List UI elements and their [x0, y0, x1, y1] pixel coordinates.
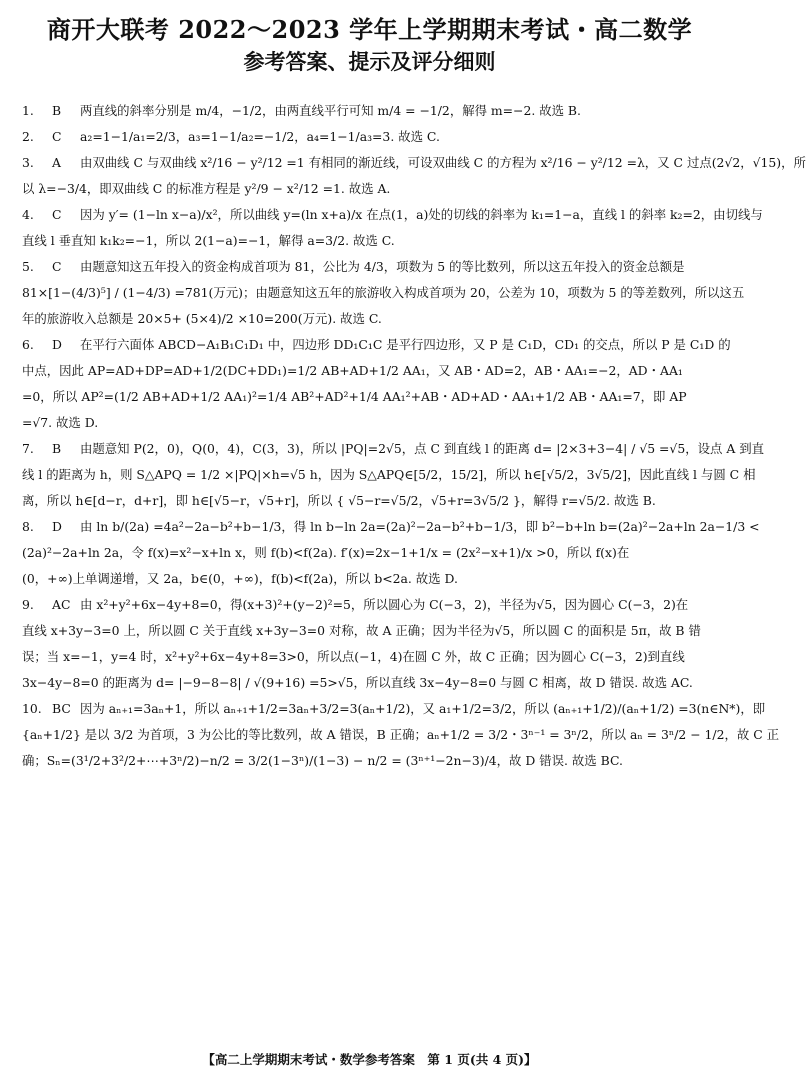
problem-text: 由题意知 P(2，0)，Q(0，4)，C(3，3)，所以 |PQ|=2√5，点 C 到直线 l 的距离 d= |2×3+3−4| / √5 =√5，设点 A 到直 — [80, 441, 764, 456]
problem-line — [22, 592, 722, 618]
problem-line — [22, 514, 760, 540]
problem-line — [22, 280, 745, 306]
problem-line — [22, 566, 722, 592]
problem-line — [22, 644, 722, 670]
problem-number: 3. — [22, 155, 34, 170]
problem-answer: C — [52, 129, 62, 144]
problem-text: 81×[1−(4/3)⁵] / (1−4/3) =781(万元)；由题意知这五年的旅游收入构成首项为 20，公差为 10，项数为 5 的等差数列，所以这五 — [22, 285, 745, 300]
page-subtitle: 参考答案、提示及评分细则 — [243, 49, 496, 74]
problem-text: 线 l 的距离为 h，则 S△APQ = 1/2 ×|PQ|×h=√5 h，因为 S△APQ∈[5/2，15/2]，所以 h∈[√5/2，3√5/2]，因此直线 l 与圆 C 相 — [22, 467, 756, 482]
problem-text: 由双曲线 C 与双曲线 x²/16 − y²/12 =1 有相同的渐近线，可设双曲线 C 的方程为 x²/16 − y²/12 =λ，又 C 过点(2√2，√15)，所 — [80, 155, 806, 170]
problem-line — [22, 748, 722, 774]
problem-line — [22, 488, 722, 514]
problem-item — [22, 98, 722, 124]
problem-text: 因为 aₙ₊₁=3aₙ+1，所以 aₙ₊₁+1/2=3aₙ+3/2=3(aₙ+1/2)，又 a₁+1/2=3/2，所以 (aₙ₊₁+1/2)/(aₙ+1/2) =3(n∈N*)，即 — [80, 701, 766, 716]
problem-answer: D — [52, 519, 62, 534]
problem-line — [22, 384, 722, 410]
problem-text: 误；当 x=−1，y=4 时，x²+y²+6x−4y+8=3>0，所以点(−1，4)在圆 C 外，故 C 正确；因为圆心 C(−3，2)到直线 — [22, 649, 685, 664]
problem-answer: A — [52, 155, 61, 170]
problem-line — [22, 150, 806, 176]
problem-text: =√7. 故选 D. — [22, 415, 99, 430]
problem-text: 确；Sₙ=(3¹/2+3²/2+⋯+3ⁿ/2)−n/2 = 3/2(1−3ⁿ)/(1−3) − n/2 = (3ⁿ⁺¹−2n−3)/4，故 D 错误. 故选 BC. — [22, 753, 623, 768]
problem-text: (0，+∞)上单调递增，又 2a，b∈(0，+∞)，f(b)<f(2a)，所以 b<2a. 故选 D. — [22, 571, 458, 586]
problem-text: {aₙ+1/2} 是以 3/2 为首项，3 为公比的等比数列，故 A 错误，B 正确；aₙ+1/2 = 3/2・3ⁿ⁻¹ = 3ⁿ/2，所以 aₙ = 3ⁿ/2 − 1/2，故 C 正 — [22, 727, 780, 742]
problem-line — [22, 540, 722, 566]
problem-number: 9. — [22, 597, 34, 612]
problem-item — [22, 436, 764, 514]
problem-item — [22, 696, 780, 774]
problem-text: 年的旅游收入总额是 20×5+ (5×4)/2 ×10=200(万元). 故选 C. — [22, 311, 382, 326]
problem-item — [22, 592, 722, 696]
problem-text: =0，所以 AP²=(1/2 AB+AD+1/2 AA₁)²=1/4 AB²+AD²+1/4 AA₁²+AB・AD+AD・AA₁+1/2 AB・AA₁=7，即 AP — [22, 389, 687, 404]
problem-item — [22, 124, 722, 150]
page-title: 商开大联考 2022～2023 学年上学期期末考试・高二数学 — [46, 15, 693, 44]
problem-text: 由题意知这五年投入的资金构成首项为 81，公比为 4/3，项数为 5 的等比数列，所以这五年投入的资金总额是 — [80, 259, 685, 274]
problem-text: (2a)²−2a+ln 2a，令 f(x)=x²−x+ln x，则 f(b)<f(2a). f′(x)=2x−1+1/x = (2x²−x+1)/x >0，所以 f(x)在 — [22, 545, 630, 560]
problem-line — [22, 202, 763, 228]
page-footer: 【高二上学期期末考试・数学参考答案 第 1 页(共 4 页)】 — [202, 1052, 537, 1067]
problem-line — [22, 176, 722, 202]
problem-text: 中点，因此 AP=AD+DP=AD+1/2(DC+DD₁)=1/2 AB+AD+1/2 AA₁，又 AB・AD=2，AB・AA₁=−2，AD・AA₁ — [22, 363, 683, 378]
problem-text: 直线 x+3y−3=0 上，所以圆 C 关于直线 x+3y−3=0 对称，故 A 正确；因为半径为√5，所以圆 C 的面积是 5π，故 B 错 — [22, 623, 701, 638]
problem-item — [22, 514, 760, 592]
problem-line — [22, 358, 722, 384]
answer-list — [22, 98, 806, 774]
problem-text: 由 x²+y²+6x−4y+8=0，得(x+3)²+(y−2)²=5，所以圆心为 C(−3，2)，半径为√5，因为圆心 C(−3，2)在 — [80, 597, 689, 612]
problem-number: 4. — [22, 207, 34, 222]
problem-text: 离，所以 h∈[d−r，d+r]，即 h∈[√5−r，√5+r]，所以 { √5−r=√5/2，√5+r=3√5/2 }，解得 r=√5/2. 故选 B. — [22, 493, 656, 508]
problem-line — [22, 124, 722, 150]
problem-answer: B — [52, 103, 62, 118]
problem-text: 在平行六面体 ABCD−A₁B₁C₁D₁ 中，四边形 DD₁C₁C 是平行四边形，又 P 是 C₁D，CD₁ 的交点，所以 P 是 C₁D 的 — [80, 337, 731, 352]
problem-text: 直线 l 垂直知 k₁k₂=−1，所以 2(1−a)=−1，解得 a=3/2. 故选 C. — [22, 233, 395, 248]
problem-text: a₂=1−1/a₁=2/3，a₃=1−1/a₂=−1/2，a₄=1−1/a₃=3. 故选 C. — [80, 129, 440, 144]
problem-answer: AC — [52, 597, 71, 612]
problem-text: 由 ln b/(2a) =4a²−2a−b²+b−1/3，得 ln b−ln 2a=(2a)²−2a−b²+b−1/3，即 b²−b+ln b=(2a)²−2a+ln 2a−1/3 < — [80, 519, 760, 534]
problem-line — [22, 254, 722, 280]
problem-line — [22, 696, 766, 722]
problem-number: 6. — [22, 337, 34, 352]
problem-number: 2. — [22, 129, 34, 144]
problem-text: 3x−4y−8=0 的距离为 d= |−9−8−8| / √(9+16) =5>√5，所以直线 3x−4y−8=0 与圆 C 相离，故 D 错误. 故选 AC. — [22, 675, 693, 690]
problem-item — [22, 254, 745, 332]
problem-number: 10. — [22, 701, 42, 716]
problem-answer: C — [52, 259, 62, 274]
problem-line — [22, 436, 764, 462]
problem-text: 两直线的斜率分别是 m/4，−1/2，由两直线平行可知 m/4 = −1/2，解得 m=−2. 故选 B. — [80, 103, 581, 118]
problem-line — [22, 670, 722, 696]
problem-number: 1. — [22, 103, 34, 118]
problem-line — [22, 410, 722, 436]
problem-text: 因为 y′= (1−ln x−a)/x²，所以曲线 y=(ln x+a)/x 在点(1，a)处的切线的斜率为 k₁=1−a，直线 l 的斜率 k₂=2，由切线与 — [80, 207, 763, 222]
problem-answer: BC — [52, 701, 71, 716]
problem-answer: B — [52, 441, 62, 456]
problem-line — [22, 618, 722, 644]
problem-line — [22, 228, 722, 254]
problem-line — [22, 306, 722, 332]
problem-line — [22, 332, 731, 358]
problem-number: 7. — [22, 441, 34, 456]
problem-item — [22, 332, 731, 436]
problem-number: 8. — [22, 519, 34, 534]
problem-line — [22, 98, 722, 124]
problem-line — [22, 722, 780, 748]
problem-answer: D — [52, 337, 62, 352]
problem-item — [22, 202, 763, 254]
problem-answer: C — [52, 207, 62, 222]
problem-line — [22, 462, 756, 488]
problem-text: 以 λ=−3/4，即双曲线 C 的标准方程是 y²/9 − x²/12 =1. 故选 A. — [22, 181, 391, 196]
problem-number: 5. — [22, 259, 34, 274]
problem-item — [22, 150, 806, 202]
